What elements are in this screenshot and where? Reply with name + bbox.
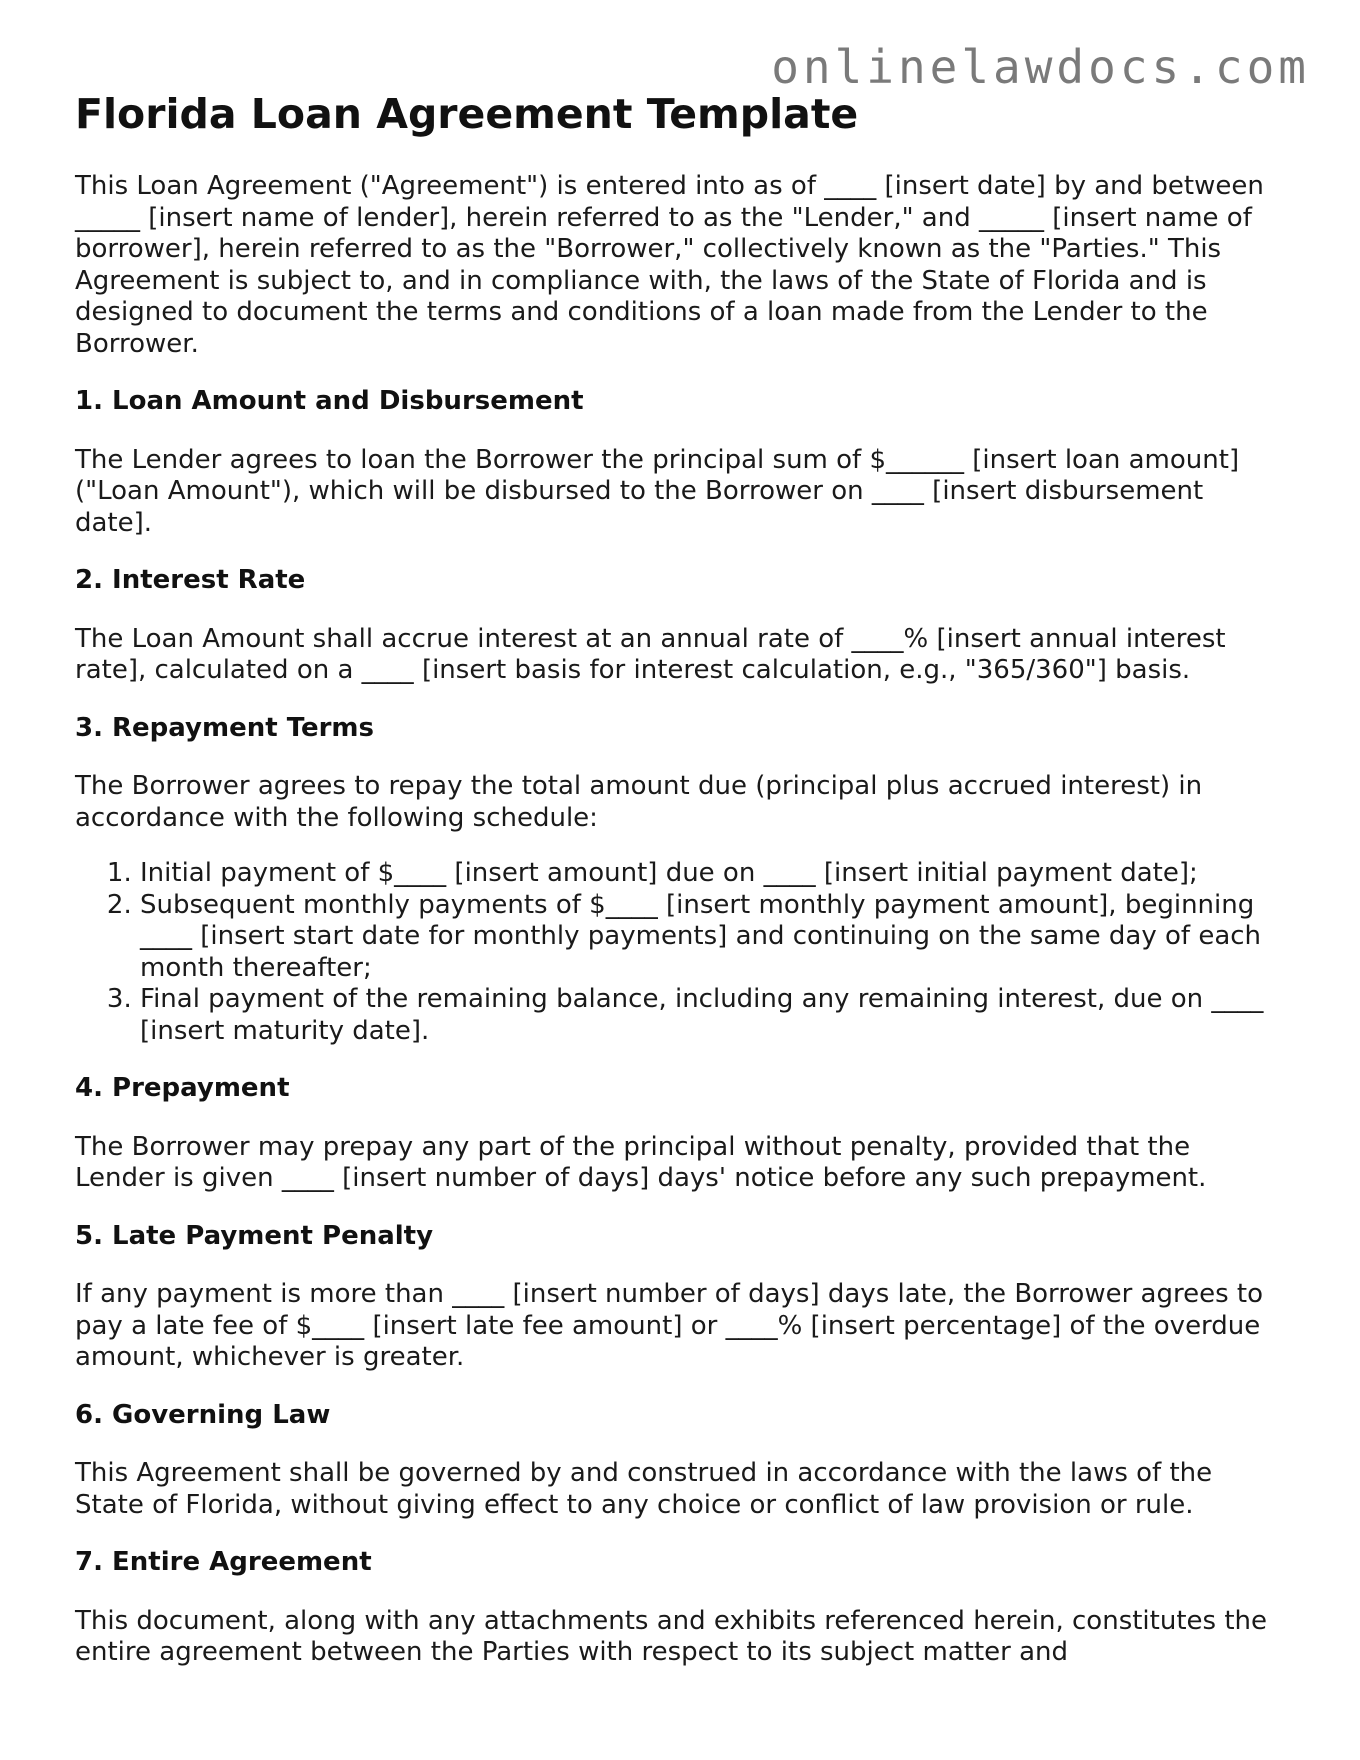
- section-heading-interest-rate: 2. Interest Rate: [75, 565, 306, 596]
- section-body-interest-rate: The Loan Amount shall accrue interest at an annual rate of ____% [insert annual interest rate], calculated on a ____ [insert basis for interest calculation, e.g., "365/360"] basis.: [75, 623, 1226, 686]
- repayment-schedule-list: [75, 858, 1285, 1047]
- list-item: 3. Final payment of the remaining balance, including any remaining interest, due on ____ [insert maturity date].: [140, 984, 1285, 1047]
- section-heading-prepayment: 4. Prepayment: [75, 1073, 290, 1104]
- section-heading-entire-agreement: 7. Entire Agreement: [75, 1547, 372, 1578]
- intro-paragraph: This Loan Agreement ("Agreement") is entered into as of ____ [insert date] by and between _____ [insert name of lender], herein referred to as the "Lender," and _____ [insert name of borrower], herein referred to as the "Borrower," collectively known as the "Parties." This Agreement is subject to, and in compliance with, the laws of the State of Florida and is designed to document the terms and conditions of a loan made from the Lender to the Borrower.: [75, 171, 1264, 359]
- section-body-late-payment: If any payment is more than ____ [insert number of days] days late, the Borrower agrees to pay a late fee of $____ [insert late fee amount] or ____% [insert percentage] of the overdue amount, whichever is greater.: [75, 1279, 1263, 1373]
- section-body-entire-agreement: This document, along with any attachments and exhibits referenced herein, constitutes the entire agreement between the Parties with respect to its subject matter and: [75, 1605, 1268, 1668]
- section-body-governing-law: This Agreement shall be governed by and construed in accordance with the laws of the State of Florida, without giving effect to any choice or conflict of law provision or rule.: [75, 1458, 1213, 1520]
- document: [75, 90, 1285, 1695]
- section-heading-late-payment: 5. Late Payment Penalty: [75, 1220, 434, 1251]
- section-heading-repayment-terms: 3. Repayment Terms: [75, 712, 374, 743]
- section-body-prepayment: The Borrower may prepay any part of the principal without penalty, provided that the Lender is given ____ [insert number of days] days' notice before any such prepayment.: [75, 1131, 1207, 1194]
- document-title: Florida Loan Agreement Template: [75, 90, 859, 138]
- list-item: 2. Subsequent monthly payments of $____ [insert monthly payment amount], beginning ____ [insert start date for monthly payments] and continuing on the same day of each month thereafter;: [140, 890, 1285, 985]
- section-body-loan-amount: The Lender agrees to loan the Borrower the principal sum of $______ [insert loan amount] ("Loan Amount"), which will be disbursed to the Borrower on ____ [insert disbursement date].: [75, 444, 1240, 538]
- list-item: 1. Initial payment of $____ [insert amount] due on ____ [insert initial payment date];: [140, 858, 1285, 890]
- section-body-repayment-terms: The Borrower agrees to repay the total amount due (principal plus accrued interest) in accordance with the following schedule:: [75, 771, 1203, 833]
- watermark-text: onlinelawdocs.com: [771, 40, 1310, 94]
- section-heading-governing-law: 6. Governing Law: [75, 1399, 331, 1430]
- section-heading-loan-amount: 1. Loan Amount and Disbursement: [75, 386, 584, 417]
